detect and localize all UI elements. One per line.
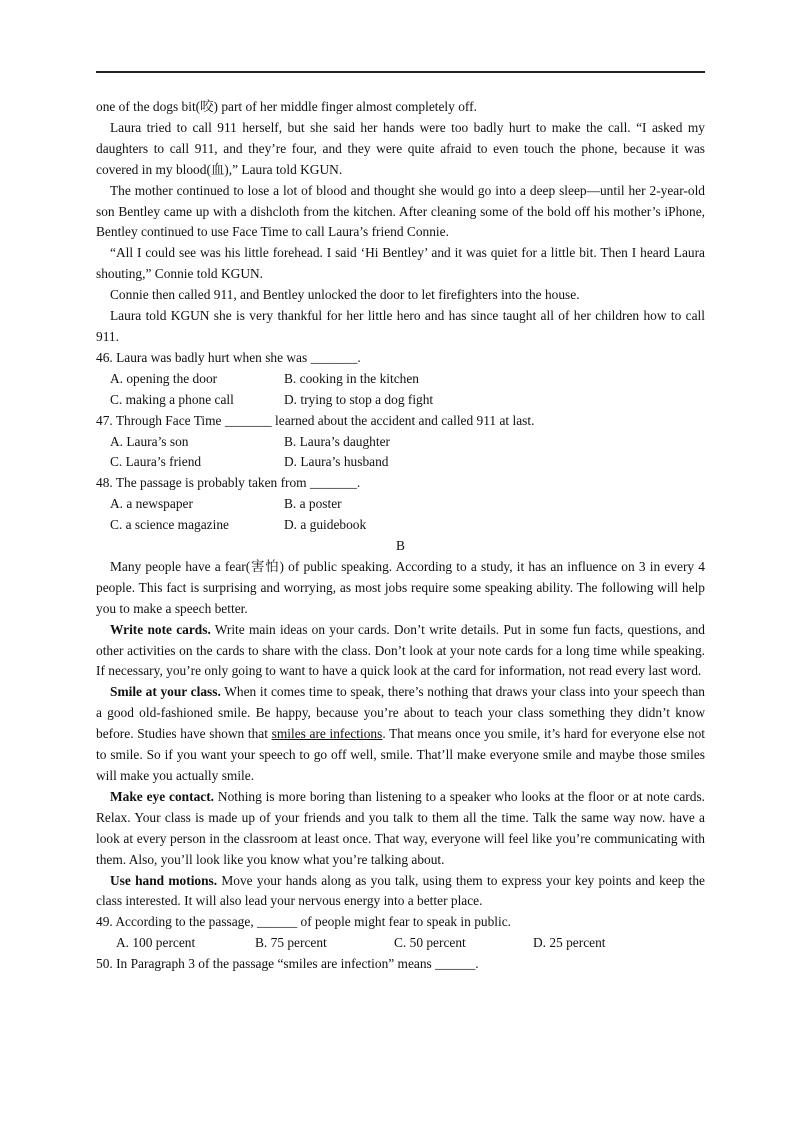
- passage-a-paragraph-5: Laura told KGUN she is very thankful for her little hero and has since taught all of her children how to call 911.: [96, 308, 705, 344]
- passage-a-paragraph-2: The mother continued to lose a lot of blood and thought she would go into a deep sleep—until her 2-year-old son Bentley came up with a dishcloth from the kitchen. After cleaning some of the bold off his mother’s iPhone, Bentley continued to use Face Time to call Laura’s friend Connie.: [96, 182, 705, 240]
- section-b-intro: Many people have a fear(害怕) of public speaking. According to a study, it has an influence on 3 in every 4 people. This fact is surprising and worrying, as most jobs require some speaking ability. The following will help you to make a speech better.: [96, 558, 705, 616]
- question-49-option-d: D. 25 percent: [533, 935, 606, 951]
- section-b-heading: B: [396, 538, 405, 554]
- question-48-option-a: A. a newspaper: [110, 496, 193, 512]
- question-47-option-c: C. Laura’s friend: [110, 454, 202, 470]
- tip-note-cards-title: Write note cards.: [110, 621, 211, 637]
- tip-smile-title: Smile at your class.: [110, 684, 221, 700]
- question-46-options-row-2: [96, 390, 705, 411]
- question-48-options-row-1: [96, 494, 705, 515]
- question-49-option-a: A. 100 percent: [116, 935, 196, 951]
- question-47-options-row-2: [96, 452, 705, 473]
- tip-smile-underlined-phrase: smiles are infections: [271, 726, 383, 742]
- question-48-option-d: D. a guidebook: [284, 517, 367, 533]
- question-48-option-c: C. a science magazine: [110, 517, 229, 533]
- tip-smile: [96, 682, 705, 787]
- question-49-option-c: C. 50 percent: [394, 935, 466, 951]
- tip-hand-motions-title: Use hand motions.: [110, 872, 218, 888]
- question-47-option-a: A. Laura’s son: [110, 433, 189, 449]
- question-46-option-c: C. making a phone call: [110, 391, 234, 407]
- tip-eye-contact-body: Nothing is more boring than listening to a speaker who looks at the floor or at note cards. Relax. Your class is made up of your friends and you talk to them all the time. Talk the same way now. have a look at every person in the classroom at least once. That way, everyone will feel like you’re communicating with them. Also, you’ll look like you know what you’re talking about.: [96, 788, 705, 867]
- question-48-option-b: B. a poster: [284, 496, 342, 512]
- question-49-option-b: B. 75 percent: [255, 935, 327, 951]
- question-49-options: [96, 933, 705, 954]
- header-rule: [96, 71, 705, 73]
- question-50-stem: 50. In Paragraph 3 of the passage “smiles are infection” means ______.: [96, 956, 479, 972]
- tip-note-cards-body: Write main ideas on your cards. Don’t write details. Put in some fun facts, questions, and other activities on the cards to share with the class. Don’t look at your note cards for a long time while speaking. If necessary, you’re only going to want to have a quick look at the card for information, not read every last word.: [96, 621, 705, 679]
- tip-hand-motions: [96, 871, 705, 913]
- question-47-options-row-1: [96, 432, 705, 453]
- question-47-option-d: D. Laura’s husband: [284, 454, 389, 470]
- tip-smile-body-1: When it comes time to speak, there’s nothing that draws your class into your speech than a good old-fashioned smile. Be happy, because you’re about to teach your class something they didn’t know before. Studies have shown that: [96, 684, 705, 742]
- question-49-stem: 49. According to the passage, ______ of people might fear to speak in public.: [96, 914, 512, 930]
- tip-eye-contact: [96, 787, 705, 871]
- tip-hand-motions-body: Move your hands along as you talk, using them to express your key points and keep the class interested. It will also lead your nervous energy into a better place.: [96, 872, 705, 909]
- passage-a-paragraph-1: Laura tried to call 911 herself, but she said her hands were too badly hurt to make the call. “I asked my daughters to call 911, and they’re four, and they were quite afraid to even touch the phone, because it was covered in my blood(血),” Laura told KGUN.: [96, 119, 705, 177]
- question-48-stem: 48. The passage is probably taken from _______.: [96, 475, 361, 491]
- tip-smile-body-2: . That means once you smile, it’s hard for everyone else not to smile. So if you want your speech to go off well, smile. That’ll make everyone smile and maybe those smiles will make you actually smile.: [96, 726, 705, 783]
- question-47-stem: 47. Through Face Time _______ learned about the accident and called 911 at last.: [96, 412, 535, 428]
- question-46-option-b: B. cooking in the kitchen: [284, 370, 419, 386]
- question-48-options-row-2: [96, 515, 705, 536]
- passage-a-paragraph-0: one of the dogs bit(咬) part of her middle finger almost completely off.: [96, 99, 477, 114]
- question-46-stem: 46. Laura was badly hurt when she was _______.: [96, 349, 361, 365]
- question-47-option-b: B. Laura’s daughter: [284, 433, 390, 449]
- document-body: [96, 97, 705, 975]
- passage-a-paragraph-4: Connie then called 911, and Bentley unlocked the door to let firefighters into the house.: [110, 287, 580, 303]
- question-46-option-d: D. trying to stop a dog fight: [284, 391, 434, 407]
- question-46-options-row-1: [96, 369, 705, 390]
- question-46-option-a: A. opening the door: [110, 370, 218, 386]
- tip-note-cards: [96, 620, 705, 683]
- passage-a-paragraph-3: “All I could see was his little forehead. I said ‘Hi Bentley’ and it was quiet for a little bit. Then I heard Laura shouting,” Connie told KGUN.: [96, 245, 705, 282]
- tip-eye-contact-title: Make eye contact.: [110, 788, 215, 804]
